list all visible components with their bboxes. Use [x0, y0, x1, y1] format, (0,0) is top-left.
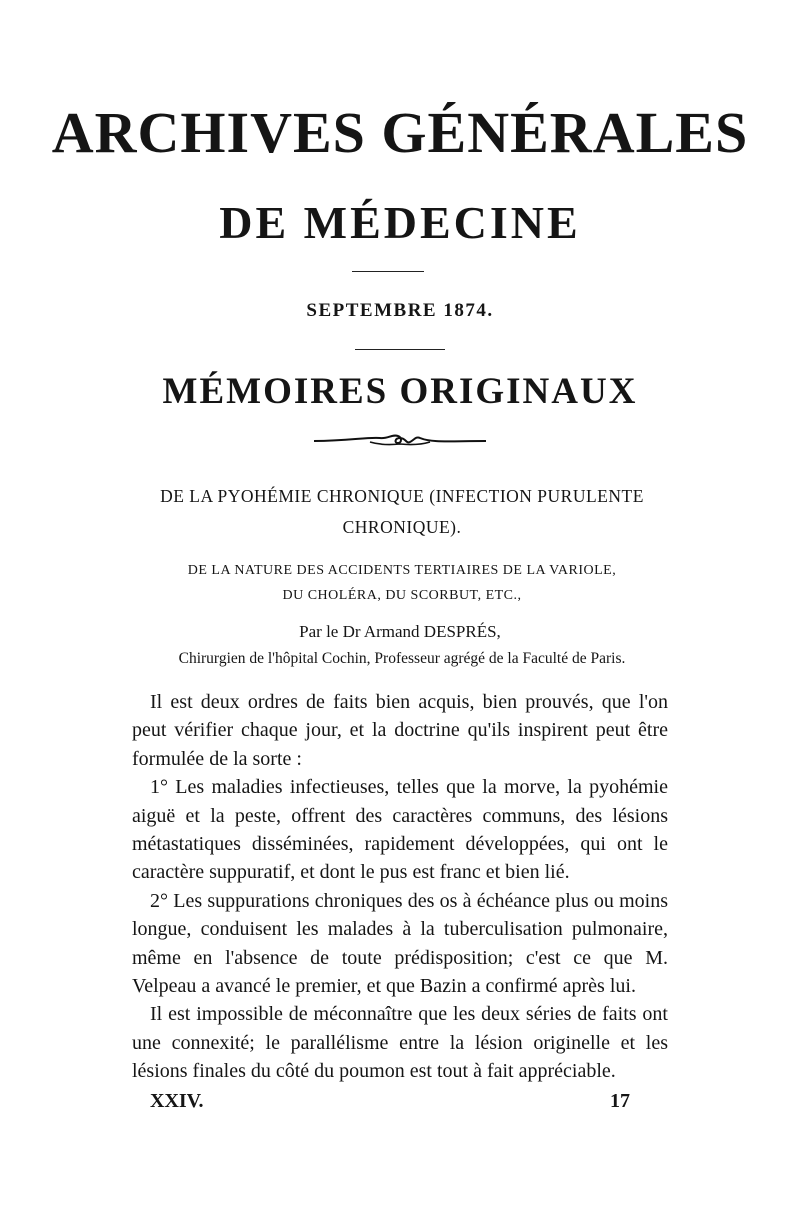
body-text	[132, 688, 668, 1086]
body-paragraph: 2° Les suppurations chroniques des os à échéance plus ou moins longue, conduisent les malades à la tuberculisation pulmonaire, même en l'absence de toute prédisposition; c'est ce que M. Velpeau a avancé le premier, et que Bazin a confirmé après lui.	[132, 889, 668, 998]
section-title: MÉMOIRES ORIGINAUX	[162, 371, 638, 412]
journal-subtitle: DE MÉDECINE	[219, 197, 581, 248]
body-paragraph: Il est impossible de méconnaître que les deux séries de faits ont une connexité; le parallélisme entre la lésion originelle et les lésions finales du côté du poumon est tout à fait appréciable.	[132, 1003, 668, 1083]
article-title: DE LA PYOHÉMIE CHRONIQUE (INFECTION PURULENTE CHRONIQUE).	[160, 486, 644, 537]
issue-date: SEPTEMBRE 1874.	[306, 300, 494, 321]
author-affiliation: Chirurgien de l'hôpital Cochin, Professeur agrégé de la Faculté de Paris.	[178, 650, 626, 667]
divider-rule	[355, 349, 445, 350]
divider-rule	[352, 271, 424, 272]
ornament-flourish-icon	[310, 428, 490, 452]
volume-number: XXIV.	[150, 1090, 204, 1112]
signature-number: 17	[610, 1090, 630, 1112]
body-paragraph: Il est deux ordres de faits bien acquis, bien prouvés, que l'on peut vérifier chaque jour, et la doctrine qu'ils inspirent peut être formulée de la sorte :	[132, 691, 668, 770]
author-line: Par le Dr Armand DESPRÉS,	[299, 622, 501, 641]
article-subtitle-line: DE LA NATURE DES ACCIDENTS TERTIAIRES DE LA VARIOLE,	[187, 563, 617, 578]
article-subtitle	[132, 558, 672, 608]
body-paragraph: 1° Les maladies infectieuses, telles que la morve, la pyohémie aiguë et la peste, offrent des caractères communs, des lésions métastatiques disséminées, rapidement développées, qui ont le caractère suppuratif, et dont le pus est franc et bien lié.	[132, 776, 668, 884]
journal-title: ARCHIVES GÉNÉRALES	[51, 100, 749, 165]
article-subtitle-line: DU CHOLÉRA, DU SCORBUT, ETC.,	[282, 588, 522, 603]
